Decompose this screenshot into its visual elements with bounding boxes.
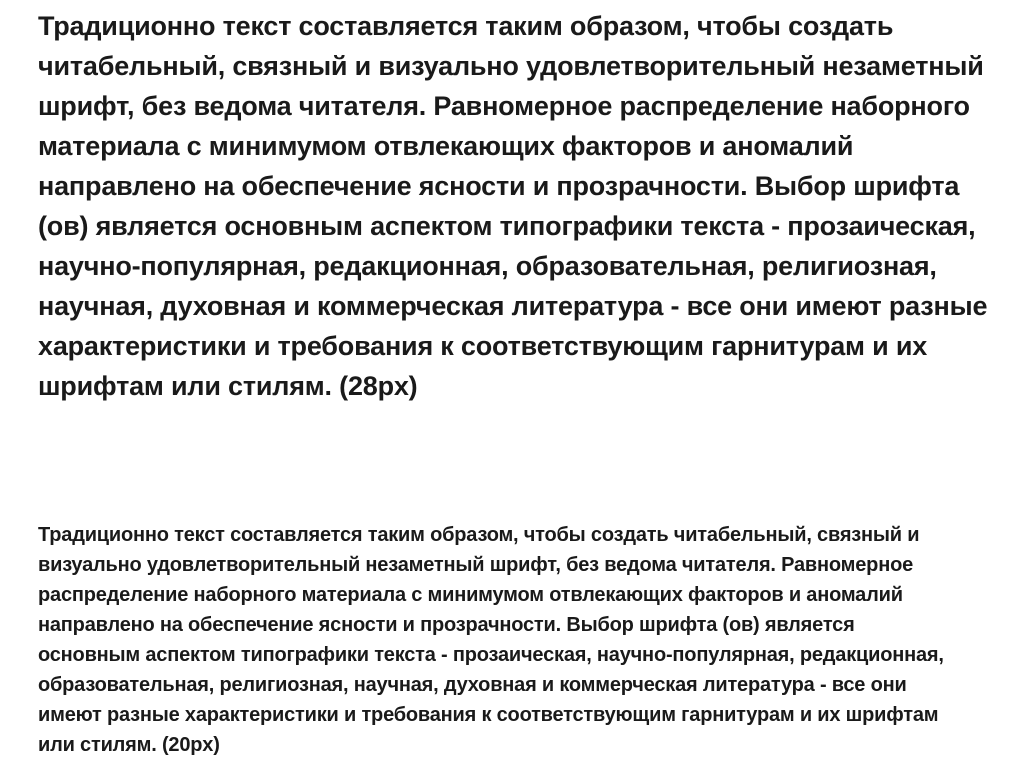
text-sample-20px: Традиционно текст составляется таким образом, чтобы создать читабельный, связный и визуально удовлетворительный незаметный шрифт, без ведома читателя. Равномерное распределение наборного материала с минимумом отвлекающих факторов и аномалий направлено на обеспечение ясности и прозрачности. Выбор шрифта (ов) является основным аспектом типографики текста - прозаическая, научно-популярная, редакционная, образовательная, религиозная, научная, духовная и коммерческая литература - все они имеют разные характеристики и требования к соответствующим гарнитурам и их шрифтам или стилям. (20px) bbox=[38, 524, 944, 756]
text-sample-28px: Традиционно текст составляется таким образом, чтобы создать читабельный, связный и визуально удовлетворительный незаметный шрифт, без ведома читателя. Равномерное распределение наборного материала с минимумом отвлекающих факторов и аномалий направлено на обеспечение ясности и прозрачности. Выбор шрифта (ов) является основным аспектом типографики текста - прозаическая, научно-популярная, редакционная, образовательная, религиозная, научная, духовная и коммерческая литература - все они имеют разные характеристики и требования к соответствующим гарнитурам и их шрифтам или стилям. (28px) bbox=[38, 11, 988, 401]
